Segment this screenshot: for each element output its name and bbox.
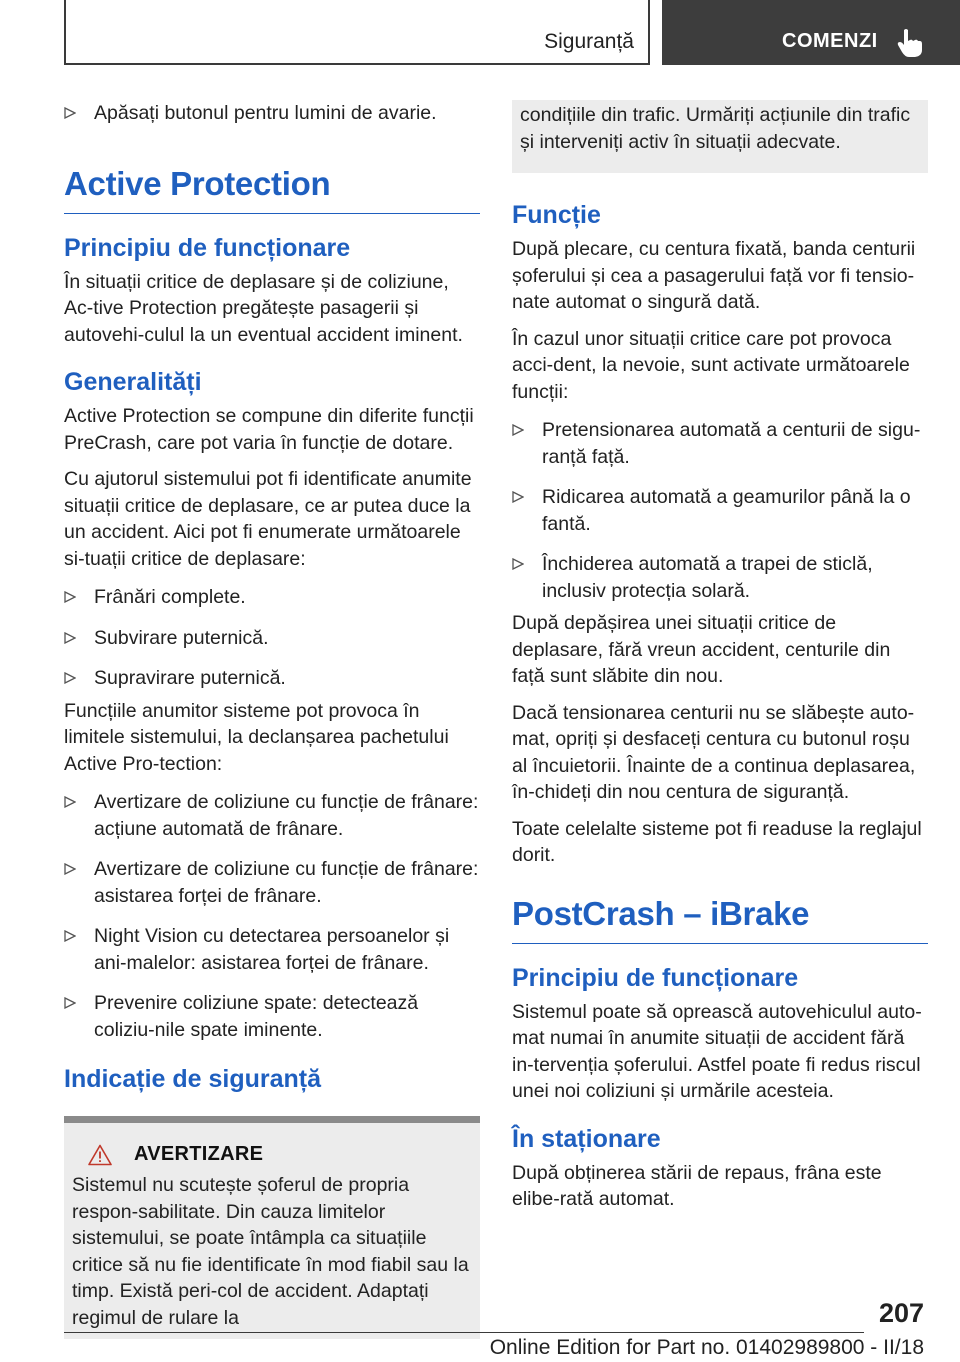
chapter-title-active-protection: Active Protection	[64, 165, 480, 214]
list-item: Supravirare puternică.	[64, 665, 480, 692]
triangle-right-icon	[64, 796, 76, 808]
list-item: Night Vision cu detectarea persoanelor și ani-malelor: asistarea forței de frânare.	[64, 923, 480, 976]
paragraph: Active Protection se compune din diferite funcții PreCrash, care pot varia în funcție de dotare.	[64, 405, 474, 454]
paragraph: După plecare, cu centura fixată, banda centurii șoferului și cea a pasagerului față vor fi tensio-nate automat o singură dată.	[512, 238, 916, 313]
list-item: Prevenire coliziune spate: detectează coliziu-nile spate iminente.	[64, 990, 480, 1043]
triangle-right-icon	[64, 997, 76, 1009]
footer-divider	[64, 1332, 864, 1333]
footer-edition-text: Online Edition for Part no. 01402989800 - II/18	[489, 1336, 924, 1359]
list-item: Frânări complete.	[64, 584, 480, 611]
pointing-hand-icon	[896, 28, 924, 58]
paragraph: În cazul unor situații critice care pot provoca acci-dent, la nevoie, sunt activate următoarele funcții:	[512, 327, 910, 403]
list-item: Avertizare de coliziune cu funcție de frânare: asistarea forței de frânare.	[64, 856, 480, 909]
left-column	[64, 100, 480, 1339]
triangle-right-icon	[512, 491, 524, 503]
triangle-right-icon	[64, 672, 76, 684]
list-item: Închiderea automată a trapei de sticlă, inclusiv protecția solară.	[512, 551, 928, 604]
paragraph: Cu ajutorul sistemului pot fi identificate anumite situații critice de deplasare, ce ar putea duce la un accident. Aici pot fi enumerate următoarele si-tuații critice de deplasare:	[64, 468, 472, 570]
paragraph: După obținerea stării de repaus, frâna este elibe-rată automat.	[512, 1161, 882, 1210]
warning-box-continued	[512, 100, 928, 173]
list-item: Ridicarea automată a geamurilor până la o fantă.	[512, 484, 928, 537]
warning-title: AVERTIZARE	[134, 1143, 264, 1165]
header-section-title: Siguranță	[544, 30, 634, 53]
list-item: Avertizare de coliziune cu funcție de frânare: acțiune automată de frânare.	[64, 789, 480, 842]
paragraph: Sistemul poate să oprească autovehiculul auto-mat numai în anumite situații de accident fără in-tervenția șoferului. Astfel poate fi redus riscul unei noi coliziuni și urmările acesteia.	[512, 1000, 922, 1102]
warning-text: condițiile din trafic. Urmăriți acțiunile din trafic și interveniți activ în situații adecvate.	[520, 104, 911, 153]
triangle-right-icon	[512, 424, 524, 436]
section-heading-principle: Principiu de funcționare	[64, 233, 351, 262]
triangle-right-icon	[64, 107, 76, 119]
warning-header	[72, 1143, 474, 1166]
warning-text: Sistemul nu scutește șoferul de propria respon-sabilitate. Din cauza limitelor sistemului, se poate întâmpla ca situațiile critice să nu fie identificate în mod fiabil sau la timp. Există peri-col de accident. Adaptați regimul de rulare la	[72, 1174, 469, 1329]
section-heading-safety: Indicație de siguranță	[64, 1065, 322, 1093]
list-item: Apăsați butonul pentru lumini de avarie.	[64, 100, 480, 127]
page-number: 207	[878, 1298, 924, 1328]
warning-box	[64, 1116, 480, 1339]
section-heading-general: Generalități	[64, 368, 202, 396]
paragraph: Funcțiile anumitor sisteme pot provoca în limitele sistemului, la declanșarea pachetului Active Pro-tection:	[64, 699, 449, 775]
right-column	[512, 100, 928, 1223]
paragraph: Dacă tensionarea centurii nu se slăbește auto-mat, opriți și desfaceți centura cu butonul roșu al încuietorii. Înainte de a continua deplasarea, în-chideți din nou centura de siguranță.	[512, 701, 916, 803]
header-section-box	[64, 0, 650, 65]
list-item: Subvirare puternică.	[64, 625, 480, 652]
paragraph: În situații critice de deplasare și de coliziune, Ac-tive Protection pregătește pasagerii și autovehi-culul la un eventual accident iminent.	[64, 270, 463, 346]
triangle-right-icon	[64, 930, 76, 942]
section-heading-principle: Principiu de funcționare	[512, 963, 799, 992]
list-item: Pretensionarea automată a centurii de sigu-ranță față.	[512, 417, 928, 470]
section-heading-function: Funcție	[512, 201, 601, 229]
paragraph: După depășirea unei situații critice de deplasare, fără vreun accident, centurile din față sunt slăbite din nou.	[512, 612, 891, 687]
triangle-right-icon	[64, 863, 76, 875]
chapter-title-postcrash: PostCrash – iBrake	[512, 895, 928, 944]
header-tab-label: COMENZI	[782, 30, 878, 52]
triangle-right-icon	[512, 558, 524, 570]
triangle-right-icon	[64, 632, 76, 644]
triangle-right-icon	[64, 591, 76, 603]
warning-triangle-icon	[88, 1144, 112, 1166]
section-heading-standstill: În staționare	[512, 1124, 661, 1153]
paragraph: Toate celelalte sisteme pot fi readuse la reglajul dorit.	[512, 817, 922, 866]
